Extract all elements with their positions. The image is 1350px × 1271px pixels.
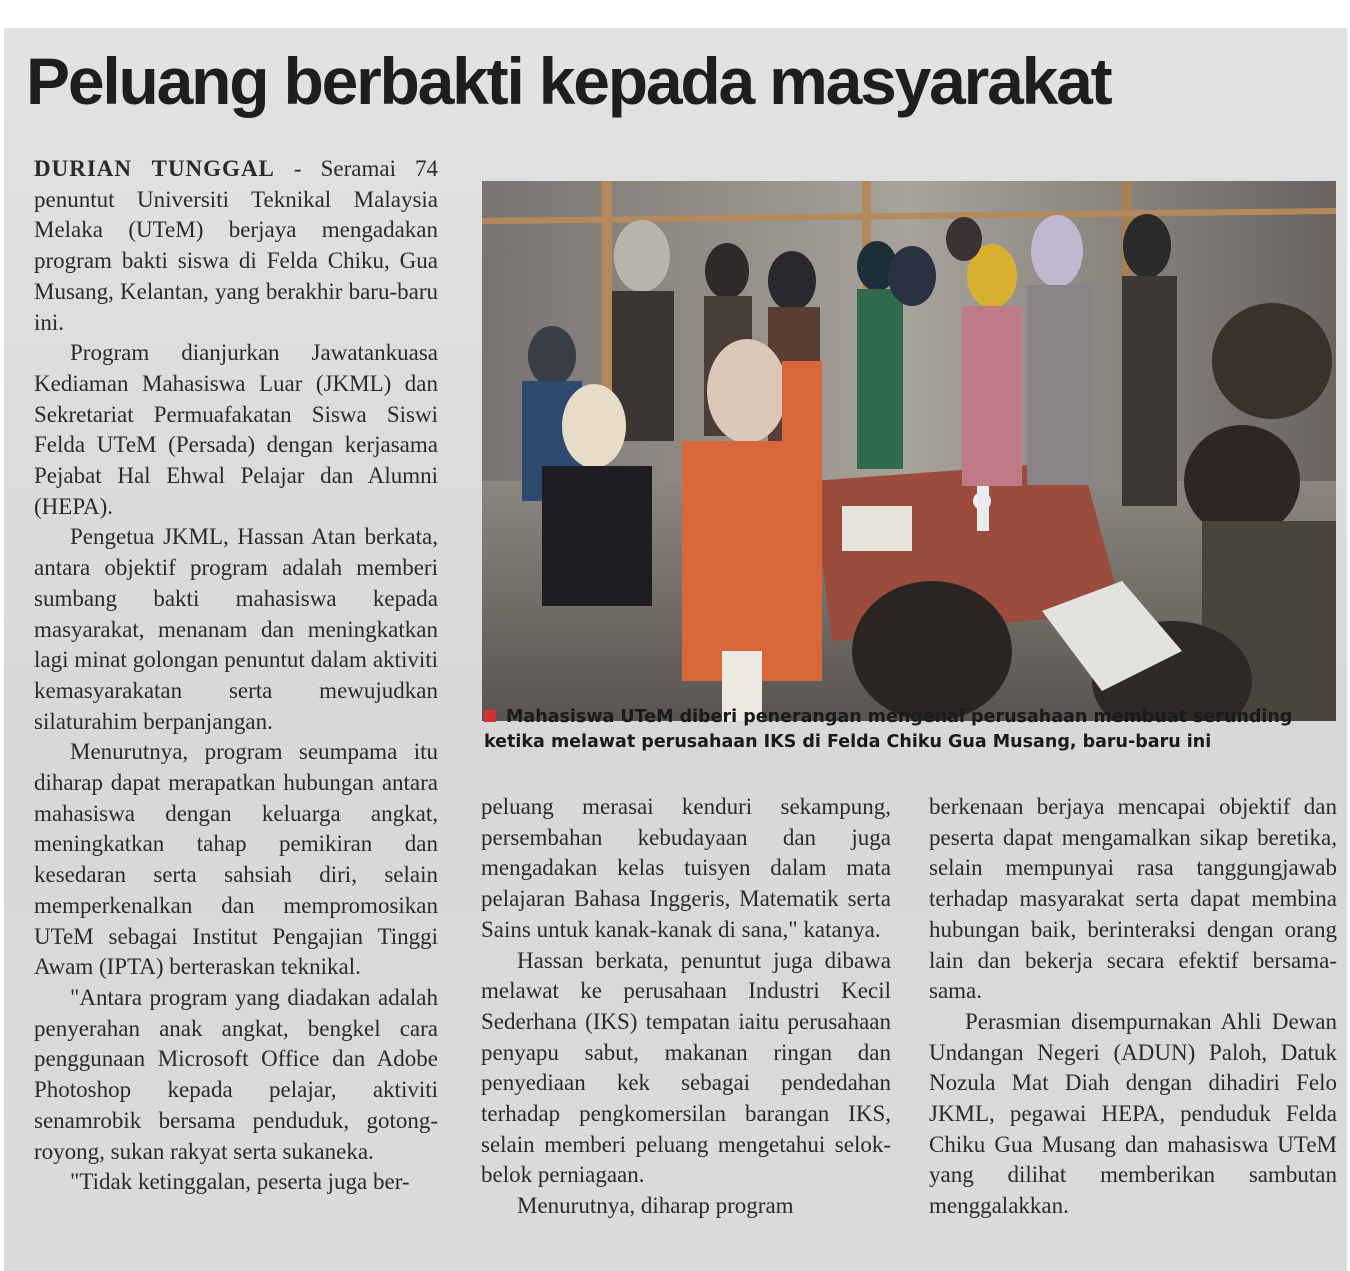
paragraph-3: Pengetua JKML, Hassan Atan berkata, antara objektif program adalah memberi sumbang bakti mahasiswa kepada masyarakat, menanam dan meningkatkan lagi minat golongan penuntut dalam aktiviti kemasyarakatan serta mewujudkan silaturahim berpanjangan. xyxy=(34,524,438,734)
article-column-1 xyxy=(34,154,438,1198)
caption-bullet-icon xyxy=(484,710,496,722)
paragraph-2: Program dianjurkan Jawatankuasa Kediaman Mahasiswa Luar (JKML) dan Sekretariat Permuafakatan Siswa Siswi Felda UTeM (Persada) dengan kerjasama Pejabat Hal Ehwal Pelajar dan Alumni (HEPA). xyxy=(34,340,438,519)
paragraph-7: Hassan berkata, penuntut juga dibawa melawat ke perusahaan Industri Kecil Sederhana (IKS) tempatan iaitu perusahaan penyapu sabut, makanan ringan dan penyediaan kek sebagai pendedahan terhadap pengkomersilan barangan IKS, selain memberi peluang mengetahui selok-belok perniagaan. xyxy=(481,947,891,1188)
paragraph-6-start: "Tidak ketinggalan, peserta juga ber- xyxy=(70,1169,410,1195)
paragraph-9: Perasmian disempurnakan Ahli Dewan Undangan Negeri (ADUN) Paloh, Datuk Nozula Mat Diah dengan dihadiri Felo JKML, pegawai HEPA, penduduk Felda Chiku Gua Musang dan mahasiswa UTeM yang dilihat memberikan sambutan menggalakkan. xyxy=(929,1008,1337,1219)
paragraph-1-text: - Seramai 74 penuntut Universiti Teknikal Malaysia Melaka (UTeM) berjaya mengadakan program bakti siswa di Felda Chiku, Gua Musang, Kelantan, yang berakhir baru-baru ini. xyxy=(34,156,438,335)
headline: Peluang berbakti kepada masyarakat xyxy=(26,44,1111,118)
paragraph-4: Menurutnya, program seumpama itu diharap dapat merapatkan hubungan antara mahasiswa dengan keluarga angkat, meningkatkan tahap pemikiran dan kesedaran serta sahsiah diri, selain memperkenalkan dan mempromosikan UTeM sebagai Institut Pengajian Tinggi Awam (IPTA) berteraskan teknikal. xyxy=(34,739,438,980)
paragraph-8-start: Menurutnya, diharap program xyxy=(517,1193,794,1219)
news-photo xyxy=(482,181,1336,721)
article-column-3 xyxy=(929,792,1337,1222)
newspaper-clipping xyxy=(4,28,1347,1271)
photo-illustration xyxy=(482,181,1336,721)
paragraph-5: "Antara program yang diadakan adalah penyerahan anak angkat, bengkel cara penggunaan Microsoft Office dan Adobe Photoshop kepada pelajar, aktiviti senamrobik bersama penduduk, gotong-royong, sukan rakyat serta sukaneka. xyxy=(34,984,438,1164)
caption-text: Mahasiswa UTeM diberi penerangan mengenai perusahaan membuat serunding ketika melawat perusahaan IKS di Felda Chiku Gua Musang, baru-baru ini xyxy=(484,707,1293,752)
paragraph-6-continued: peluang merasai kenduri sekampung, persembahan kebudayaan dan juga mengadakan kelas tuisyen dalam mata pelajaran Bahasa Inggeris, Matematik serta Sains untuk kanak-kanak di sana," katanya. xyxy=(481,794,891,942)
article-column-2 xyxy=(481,792,891,1222)
photo-caption xyxy=(484,705,1344,755)
paragraph-1 xyxy=(34,154,438,338)
dateline: DURIAN TUNGGAL xyxy=(34,156,275,181)
paragraph-8-continued: berkenaan berjaya mencapai objektif dan peserta dapat mengamalkan sikap beretika, selain mempunyai rasa tanggungjawab terhadap masyarakat serta dapat membina hubungan baik, berinteraksi dengan orang lain dan bekerja secara efektif bersama-sama. xyxy=(929,794,1337,1004)
